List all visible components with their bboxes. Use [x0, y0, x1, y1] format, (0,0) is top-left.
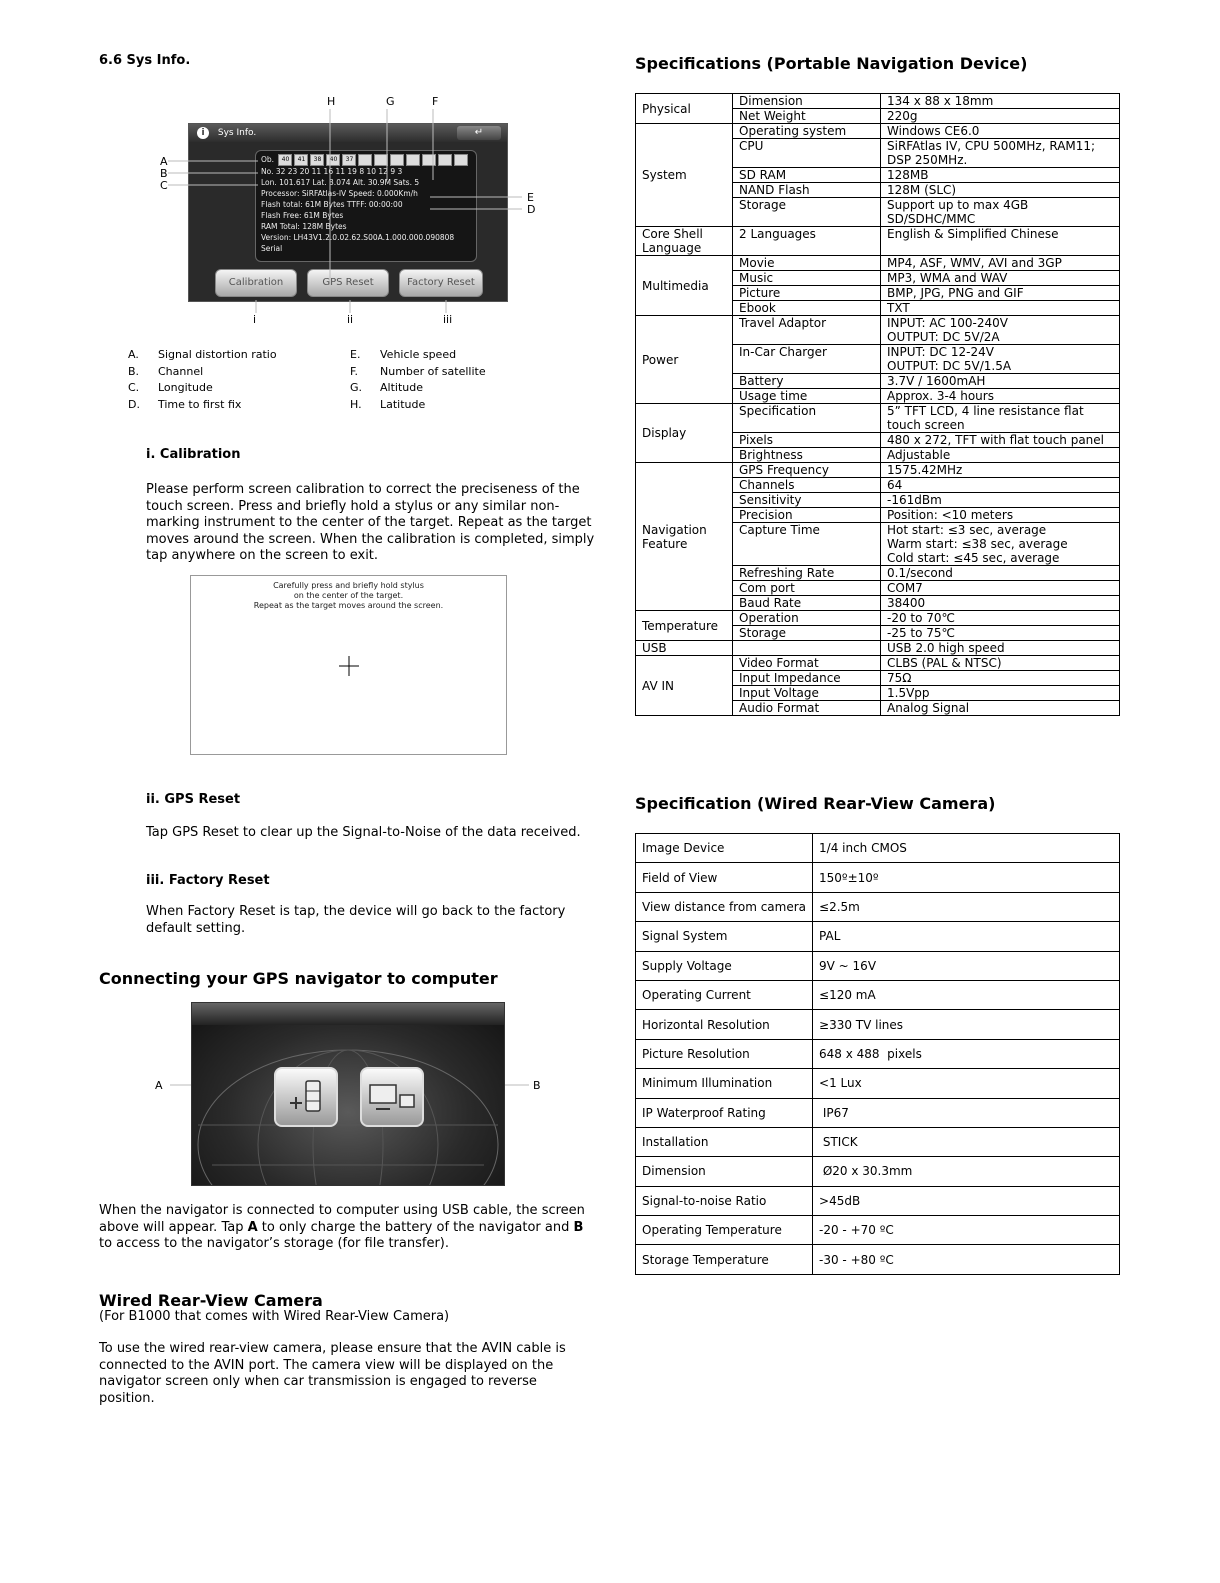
- camera-spec-item: IP Waterproof Rating: [636, 1098, 813, 1127]
- spec-item: Picture: [733, 286, 881, 301]
- camera-spec-item: Minimum Illumination: [636, 1069, 813, 1098]
- ram-row: RAM Total: 128M Bytes: [261, 222, 347, 231]
- camera-spec-row: [636, 1245, 1120, 1274]
- spec-item: Audio Format: [733, 701, 881, 716]
- gps-reset-heading: ii. GPS Reset: [146, 792, 241, 807]
- camera-spec-item: Storage Temperature: [636, 1245, 813, 1274]
- camera-spec-value: 150º±10º: [813, 863, 1120, 892]
- camera-spec-value: >45dB: [813, 1186, 1120, 1215]
- flash-free-row: Flash Free: 61M Bytes: [261, 211, 344, 220]
- camera-spec-item: View distance from camera: [636, 892, 813, 921]
- spec-group-label: AV IN: [636, 656, 733, 716]
- spec-value: 64: [881, 478, 1120, 493]
- callout-i: i: [253, 313, 257, 326]
- spec-item: Travel Adaptor: [733, 316, 881, 345]
- spec-value: MP4, ASF, WMV, AVI and 3GP: [881, 256, 1120, 271]
- gps-reset-button[interactable]: GPS Reset: [307, 269, 389, 297]
- spec-value: Adjustable: [881, 448, 1120, 463]
- spec-value: Position: <10 meters: [881, 508, 1120, 523]
- spec-value: 1575.42MHz: [881, 463, 1120, 478]
- spec-item: Dimension: [733, 94, 881, 109]
- camera-spec-row: [636, 892, 1120, 921]
- computer-storage-icon: [362, 1069, 422, 1125]
- spec-item: Specification: [733, 404, 881, 433]
- calibration-button[interactable]: Calibration: [215, 269, 297, 297]
- camera-spec-item: Signal System: [636, 922, 813, 951]
- spec-group-label: Navigation Feature: [636, 463, 733, 611]
- spec-value: Support up to max 4GB SD/SDHC/MMC: [881, 198, 1120, 227]
- camera-spec-row: [636, 1157, 1120, 1186]
- spec-value: Windows CE6.0: [881, 124, 1120, 139]
- spec-row: [636, 404, 1120, 433]
- calibration-line-2: on the center of the target.: [293, 591, 404, 600]
- spec-item: Battery: [733, 374, 881, 389]
- spec-item: Movie: [733, 256, 881, 271]
- factory-reset-heading: iii. Factory Reset: [146, 873, 270, 888]
- callout-c: C: [160, 179, 168, 192]
- callout-b: B: [160, 167, 168, 180]
- spec-item: Channels: [733, 478, 881, 493]
- spec-value: CLBS (PAL & NTSC): [881, 656, 1120, 671]
- camera-spec-item: Operating Current: [636, 980, 813, 1009]
- spec-group-label: System: [636, 124, 733, 227]
- serial-row: Serial: [261, 244, 283, 253]
- spec-value: -161dBm: [881, 493, 1120, 508]
- spec-group-label: Power: [636, 316, 733, 404]
- spec-item: Operation: [733, 611, 881, 626]
- spec-item: Operating system: [733, 124, 881, 139]
- spec-group-label: Physical: [636, 94, 733, 124]
- spec-value: 38400: [881, 596, 1120, 611]
- spec-item: Precision: [733, 508, 881, 523]
- spec-value: INPUT: DC 12-24V OUTPUT: DC 5V/1.5A: [881, 345, 1120, 374]
- camera-spec-value: ≤2.5m: [813, 892, 1120, 921]
- spec-value: COM7: [881, 581, 1120, 596]
- camera-spec-item: Signal-to-noise Ratio: [636, 1186, 813, 1215]
- spec-value: Hot start: ≤3 sec, average Warm start: ≤38 sec, average Cold start: ≤45 sec, average: [881, 523, 1120, 566]
- camera-spec-item: Installation: [636, 1127, 813, 1156]
- spec-row: [636, 227, 1120, 256]
- camera-spec-value: <1 Lux: [813, 1069, 1120, 1098]
- spec-value: 3.7V / 1600mAH: [881, 374, 1120, 389]
- processor-row: Processor: SiRFAtlas-IV Speed: 0.000Km/h: [261, 189, 418, 198]
- spec-table: [635, 93, 1120, 716]
- spec-value: INPUT: AC 100-240V OUTPUT: DC 5V/2A: [881, 316, 1120, 345]
- callout-e: E: [527, 191, 534, 204]
- channel-row: No. 32 23 20 11 16 11 19 8 10 12 9 3: [261, 167, 403, 176]
- camera-spec-value: -30 - +80 ºC: [813, 1245, 1120, 1274]
- spec-row: [636, 656, 1120, 671]
- camera-spec-value: 648 x 488 pixels: [813, 1039, 1120, 1068]
- spec-item: Music: [733, 271, 881, 286]
- spec-value: BMP, JPG, PNG and GIF: [881, 286, 1120, 301]
- rear-camera-subheading: (For B1000 that comes with Wired Rear-View Camera): [99, 1309, 450, 1324]
- camera-spec-value: 1/4 inch CMOS: [813, 834, 1120, 863]
- spec-value: 0.1/second: [881, 566, 1120, 581]
- spec-item: Capture Time: [733, 523, 881, 566]
- camera-spec-item: Field of View: [636, 863, 813, 892]
- connect-screen: [191, 1002, 505, 1186]
- crosshair-target-icon[interactable]: [339, 656, 359, 676]
- callout-h: H: [327, 95, 336, 108]
- callout-legend: A. Signal distortion ratio B. Channel C. Longitude D. Time to first fix E. Vehicle speed F. Number of satellite G. Altitude H. Latitude: [128, 348, 486, 411]
- callout-ii: ii: [347, 313, 354, 326]
- calibration-line-3: Repeat as the target moves around the screen.: [253, 601, 444, 610]
- spec-item: Brightness: [733, 448, 881, 463]
- camera-spec-row: [636, 922, 1120, 951]
- camera-spec-item: Horizontal Resolution: [636, 1010, 813, 1039]
- callout-d: D: [527, 203, 536, 216]
- camera-spec-row: [636, 1216, 1120, 1245]
- spec-value: 1.5Vpp: [881, 686, 1120, 701]
- spec-item: Ebook: [733, 301, 881, 316]
- spec-value: Analog Signal: [881, 701, 1120, 716]
- camera-spec-value: STICK: [813, 1127, 1120, 1156]
- gps-reset-text: Tap GPS Reset to clear up the Signal-to-Noise of the data received.: [146, 825, 581, 840]
- battery-plug-icon: [276, 1069, 336, 1125]
- spec-item: In-Car Charger: [733, 345, 881, 374]
- spec-item: SD RAM: [733, 168, 881, 183]
- spec-item: Video Format: [733, 656, 881, 671]
- callout-g: G: [386, 95, 395, 108]
- spec-item: Input Voltage: [733, 686, 881, 701]
- spec-row: [636, 94, 1120, 109]
- calibration-text: Please perform screen calibration to correct the preciseness of the touch screen. Press and briefly hold a stylus or any similar non-marking instrument to the center of the target. Repeat as the target moves around the screen. When the calibration is completed, simply tap anywhere on the screen to exit.: [146, 482, 595, 563]
- spec-group-label: Multimedia: [636, 256, 733, 316]
- flash-total-row: Flash total: 61M Bytes TTFF: 00:00:00: [261, 200, 403, 209]
- camera-spec-value: IP67: [813, 1098, 1120, 1127]
- spec-group-label: USB: [636, 641, 733, 656]
- callout-f: F: [432, 95, 439, 108]
- file-transfer-button[interactable]: [360, 1067, 424, 1127]
- back-arrow-icon[interactable]: ↵: [457, 126, 501, 140]
- camera-spec-item: Image Device: [636, 834, 813, 863]
- camera-spec-value: PAL: [813, 922, 1120, 951]
- charge-only-button[interactable]: [274, 1067, 338, 1127]
- camera-spec-item: Operating Temperature: [636, 1216, 813, 1245]
- spec-value: 75Ω: [881, 671, 1120, 686]
- spec-group-label: Display: [636, 404, 733, 463]
- spec-value: -25 to 75℃: [881, 626, 1120, 641]
- spec-value: English & Simplified Chinese: [881, 227, 1120, 256]
- spec-row: [636, 641, 1120, 656]
- device-title: Sys Info.: [217, 128, 257, 138]
- spec-item: Sensitivity: [733, 493, 881, 508]
- spec-value: 128M (SLC): [881, 183, 1120, 198]
- info-icon: i: [197, 127, 209, 139]
- spec-item: Com port: [733, 581, 881, 596]
- camera-spec-heading: Specification (Wired Rear-View Camera): [635, 794, 996, 813]
- camera-spec-value: Ø20 x 30.3mm: [813, 1157, 1120, 1186]
- spec-item: Baud Rate: [733, 596, 881, 611]
- camera-spec-value: -20 - +70 ºC: [813, 1216, 1120, 1245]
- spec-group-label: Temperature: [636, 611, 733, 641]
- camera-spec-row: [636, 1186, 1120, 1215]
- connect-top-bar: [192, 1003, 504, 1025]
- callout-iii: iii: [443, 313, 453, 326]
- spec-value: -20 to 70℃: [881, 611, 1120, 626]
- spec-item: Usage time: [733, 389, 881, 404]
- camera-spec-row: [636, 1010, 1120, 1039]
- camera-spec-table: [635, 833, 1120, 1275]
- spec-row: [636, 256, 1120, 271]
- camera-spec-value: ≤120 mA: [813, 980, 1120, 1009]
- position-row: Lon. 101.617 Lat. 3.074 Alt. 30.9M Sats. 5: [261, 178, 420, 187]
- spec-item: CPU: [733, 139, 881, 168]
- calibration-screen: [190, 575, 507, 755]
- spec-item: Storage: [733, 626, 881, 641]
- camera-spec-value: ≥330 TV lines: [813, 1010, 1120, 1039]
- camera-spec-row: [636, 980, 1120, 1009]
- spec-value: 5” TFT LCD, 4 line resistance flat touch screen: [881, 404, 1120, 433]
- connect-heading: Connecting your GPS navigator to computer: [99, 969, 498, 988]
- camera-spec-row: [636, 834, 1120, 863]
- callout-lines: [150, 95, 550, 330]
- factory-reset-button[interactable]: Factory Reset: [399, 269, 483, 297]
- spec-value: 128MB: [881, 168, 1120, 183]
- callout-a: A: [160, 155, 168, 168]
- calibration-heading: i. Calibration: [146, 447, 241, 462]
- camera-spec-item: Dimension: [636, 1157, 813, 1186]
- camera-spec-item: Supply Voltage: [636, 951, 813, 980]
- spec-value: USB 2.0 high speed: [881, 641, 1120, 656]
- connect-text: When the navigator is connected to computer using USB cable, the screen above will appear. Tap A to only charge the battery of the navigator and B to access to the navigator’s storage (for file transfer).: [99, 1203, 585, 1251]
- spec-group-label: Core Shell Language: [636, 227, 733, 256]
- spec-row: [636, 463, 1120, 478]
- camera-spec-row: [636, 1127, 1120, 1156]
- spec-item: NAND Flash: [733, 183, 881, 198]
- spec-item: [733, 641, 881, 656]
- spec-row: [636, 611, 1120, 626]
- spec-heading: Specifications (Portable Navigation Device): [635, 54, 1028, 73]
- globe-background: [192, 1025, 504, 1185]
- version-row: Version: LH43V1.2.0.02.62.S00A.1.000.000.090808: [261, 233, 455, 242]
- camera-spec-row: [636, 951, 1120, 980]
- connect-callout-a: A: [155, 1079, 163, 1092]
- camera-spec-item: Picture Resolution: [636, 1039, 813, 1068]
- rear-camera-text: To use the wired rear-view camera, please ensure that the AVIN cable is connected to the AVIN port. The camera view will be displayed on the navigator screen only when car transmission is engaged to reverse position.: [99, 1341, 566, 1406]
- camera-spec-row: [636, 863, 1120, 892]
- calibration-line-1: Carefully press and briefly hold stylus: [273, 581, 424, 590]
- connect-callout-b: B: [533, 1079, 541, 1092]
- spec-item: 2 Languages: [733, 227, 881, 256]
- rear-camera-heading: Wired Rear-View Camera: [99, 1291, 323, 1310]
- spec-value: Approx. 3-4 hours: [881, 389, 1120, 404]
- spec-value: 480 x 272, TFT with flat touch panel: [881, 433, 1120, 448]
- spec-value: 220g: [881, 109, 1120, 124]
- camera-spec-row: [636, 1069, 1120, 1098]
- spec-item: Refreshing Rate: [733, 566, 881, 581]
- spec-value: MP3, WMA and WAV: [881, 271, 1120, 286]
- spec-value: TXT: [881, 301, 1120, 316]
- spec-row: [636, 124, 1120, 139]
- spec-value: SiRFAtlas IV, CPU 500MHz, RAM11; DSP 250MHz.: [881, 139, 1120, 168]
- ob-row: Ob. 40 41 38 40 37: [261, 154, 476, 166]
- spec-item: Input Impedance: [733, 671, 881, 686]
- spec-item: GPS Frequency: [733, 463, 881, 478]
- factory-reset-text: When Factory Reset is tap, the device will go back to the factory default setting.: [146, 904, 566, 936]
- spec-item: Pixels: [733, 433, 881, 448]
- camera-spec-row: [636, 1098, 1120, 1127]
- spec-row: [636, 316, 1120, 345]
- camera-spec-row: [636, 1039, 1120, 1068]
- camera-spec-value: 9V ~ 16V: [813, 951, 1120, 980]
- spec-item: Storage: [733, 198, 881, 227]
- spec-item: Net Weight: [733, 109, 881, 124]
- spec-value: 134 x 88 x 18mm: [881, 94, 1120, 109]
- sysinfo-heading: 6.6 Sys Info.: [99, 53, 191, 68]
